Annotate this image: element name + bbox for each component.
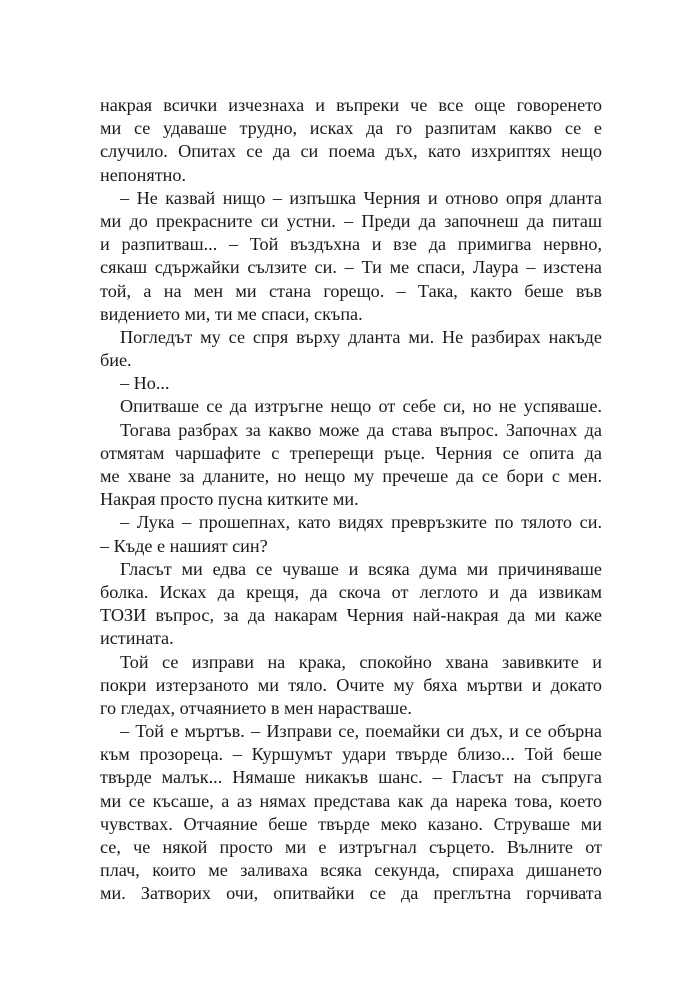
text-line: – Но...: [120, 373, 170, 394]
text-line: покри изтерзаното ми тяло. Очите му бяха мъртви и докато: [100, 674, 602, 695]
text-line: се, че някой просто ми е изтръгнал сърцето. Вълните от: [100, 837, 602, 857]
text-line: сякаш сдържайки сълзите си. – Ти ме спаси, Лаура – изстена: [100, 257, 602, 278]
text-line: го гледах, отчаянието в мен нарастваше.: [100, 697, 412, 718]
text-line: случило. Опитах се да си поема дъх, като изхриптях нещо: [100, 141, 602, 162]
text-line: – Лука – прошепнах, като видях превръзките по тялото си.: [120, 512, 602, 533]
text-line: ТОЗИ въпрос, за да накарам Черния най-накрая да ми каже: [100, 605, 602, 626]
text-line: той, а на мен ми стана горещо. – Така, както беше във: [100, 280, 602, 301]
text-line: отмятам чаршафите с треперещи ръце. Черния се опита да: [100, 442, 602, 463]
text-line: ми до прекрасните си устни. – Преди да започнеш да питаш: [100, 210, 602, 231]
text-line: Погледът му се спря върху дланта ми. Не разбирах накъде: [120, 326, 602, 347]
text-line: Опитваше се да изтръгне нещо от себе си, но не успяваше.: [120, 396, 602, 417]
text-line: чувствах. Отчаяние беше твърде меко казано. Струваше ми: [100, 813, 602, 834]
text-line: Накрая просто пусна китките ми.: [100, 489, 359, 510]
text-line: бие.: [100, 350, 132, 371]
text-line: и разпитваш... – Той въздъхна и взе да примигва нервно,: [100, 234, 602, 255]
text-line: Гласът ми едва се чуваше и всяка дума ми причиняваше: [120, 558, 602, 579]
text-line: болка. Исках да крещя, да скоча от леглото и да извикам: [100, 581, 602, 602]
text-line: ми. Затворих очи, опитвайки се да преглътна горчивата: [100, 883, 602, 904]
text-line: видението ми, ти ме спаси, скъпа.: [100, 303, 363, 324]
text-line: накрая всички изчезнаха и въпреки че все още говоренето: [100, 95, 602, 115]
body-text: [100, 94, 602, 906]
text-line: плач, които ме заливаха всяка секунда, спираха дишането: [100, 860, 602, 881]
text-line: ми се удаваше трудно, исках да го разпитам какво се е: [100, 118, 602, 139]
text-line: Той се изправи на крака, спокойно хвана завивките и: [120, 651, 602, 672]
text-line: към прозореца. – Куршумът удари твърде близо... Той беше: [100, 744, 602, 765]
text-line: Тогава разбрах за какво може да става въпрос. Започнах да: [120, 419, 602, 440]
text-line: – Той е мъртъв. – Изправи се, поемайки си дъх, и се обърна: [120, 721, 602, 742]
text-line: – Не казвай нищо – изпъшка Черния и отново опря дланта: [120, 187, 602, 208]
text-line: ме хване за дланите, но нещо му пречеше да се бори с мен.: [100, 466, 602, 486]
text-line: – Къде е нашият син?: [100, 535, 268, 556]
text-line: ми се късаше, а аз нямах представа как да нарека това, което: [100, 790, 602, 811]
text-line: истината.: [100, 628, 174, 649]
text-line: непонятно.: [100, 164, 187, 185]
text-line: твърде малък... Нямаше никакъв шанс. – Гласът на съпруга: [100, 767, 602, 788]
